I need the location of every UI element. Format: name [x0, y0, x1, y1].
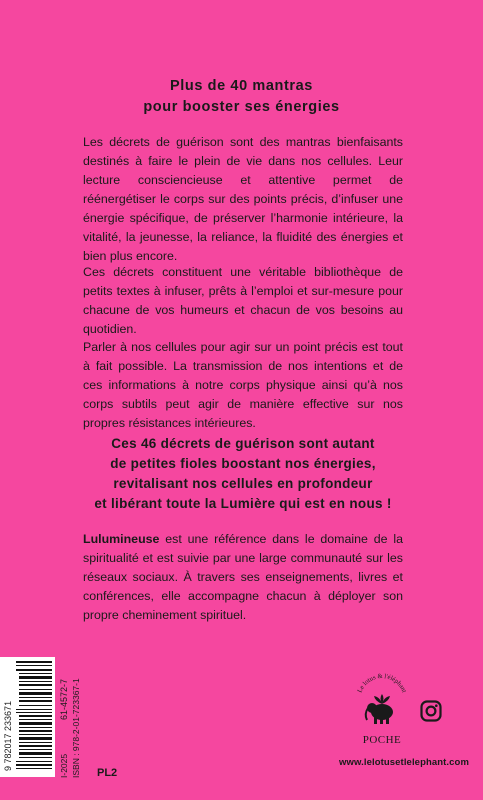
headline-line-2: pour booster ses énergies	[143, 99, 340, 115]
publisher-logo	[352, 664, 412, 764]
author-name: Lulumineuse	[83, 532, 160, 546]
paragraph-intro: Les décrets de guérison sont des mantras bienfaisants destinés à faire le plein de vie dans nos cellules. Leur lecture consciencieuse et attentive permet de réénergétiser le corps sur des points précis, d’infuser une énergie spécifique, de préserver l’harmonie intérieure, la vitalité, la jeunesse, la reliance, la fluidité des énergies et bien plus encore.	[83, 135, 403, 263]
author-bio-text: est une référence dans le domaine de la spiritualité et est suivie par une large communauté sur les réseaux sociaux. À travers ses enseignements, livres et conférences, elle accompagne chacun à déployer son propre cheminement spirituel.	[83, 532, 403, 622]
instagram-icon	[420, 700, 442, 722]
emphasis-line-3: revitalisant nos cellules en profondeur	[113, 476, 373, 491]
emphasis-line-2: de petites fioles boostant nos énergies,	[110, 456, 376, 471]
elephant-lotus-logo-icon	[352, 664, 412, 734]
emphasis-line-4: et libérant toute la Lumière qui est en nous !	[94, 496, 392, 511]
paragraph-cells: Parler à nos cellules pour agir sur un point précis est tout à fait possible. La transmission de nos intentions et de ces informations à notre corps physique ainsi qu’à nos corps subtils peut agir de manière effective sur nos propres résistances intérieures.	[83, 340, 403, 430]
isbn-text: ISBN : 978-2-01-723367-1	[71, 678, 81, 778]
emphasis-block	[70, 434, 416, 514]
isbn-block	[57, 660, 107, 780]
headline-line-1: Plus de 40 mantras	[170, 78, 313, 94]
svg-text:Le lotus & l'éléphant	[356, 673, 407, 694]
instagram-link[interactable]	[420, 700, 442, 727]
barcode-digits: 9 782017 233671	[3, 700, 13, 771]
website-url[interactable]: www.lelotusetlelephant.com	[339, 757, 469, 768]
series-code: PL2	[97, 767, 118, 779]
code-left: 61-4572-7	[59, 678, 69, 720]
barcode	[0, 657, 55, 777]
collection-label: POCHE	[362, 734, 402, 746]
author-bio	[83, 530, 403, 625]
headline	[0, 76, 483, 118]
paragraph-library: Ces décrets constituent une véritable bibliothèque de petits textes à infuser, prêts à l’emploi et sur-mesure pour chacune de vos humeurs et chacun de vos besoins au quotidien.	[83, 265, 403, 336]
publisher-arc-text: Le lotus & l'éléphant	[356, 672, 408, 694]
emphasis-line-1: Ces 46 décrets de guérison sont autant	[111, 436, 375, 451]
date-code: I-2025	[59, 753, 69, 778]
